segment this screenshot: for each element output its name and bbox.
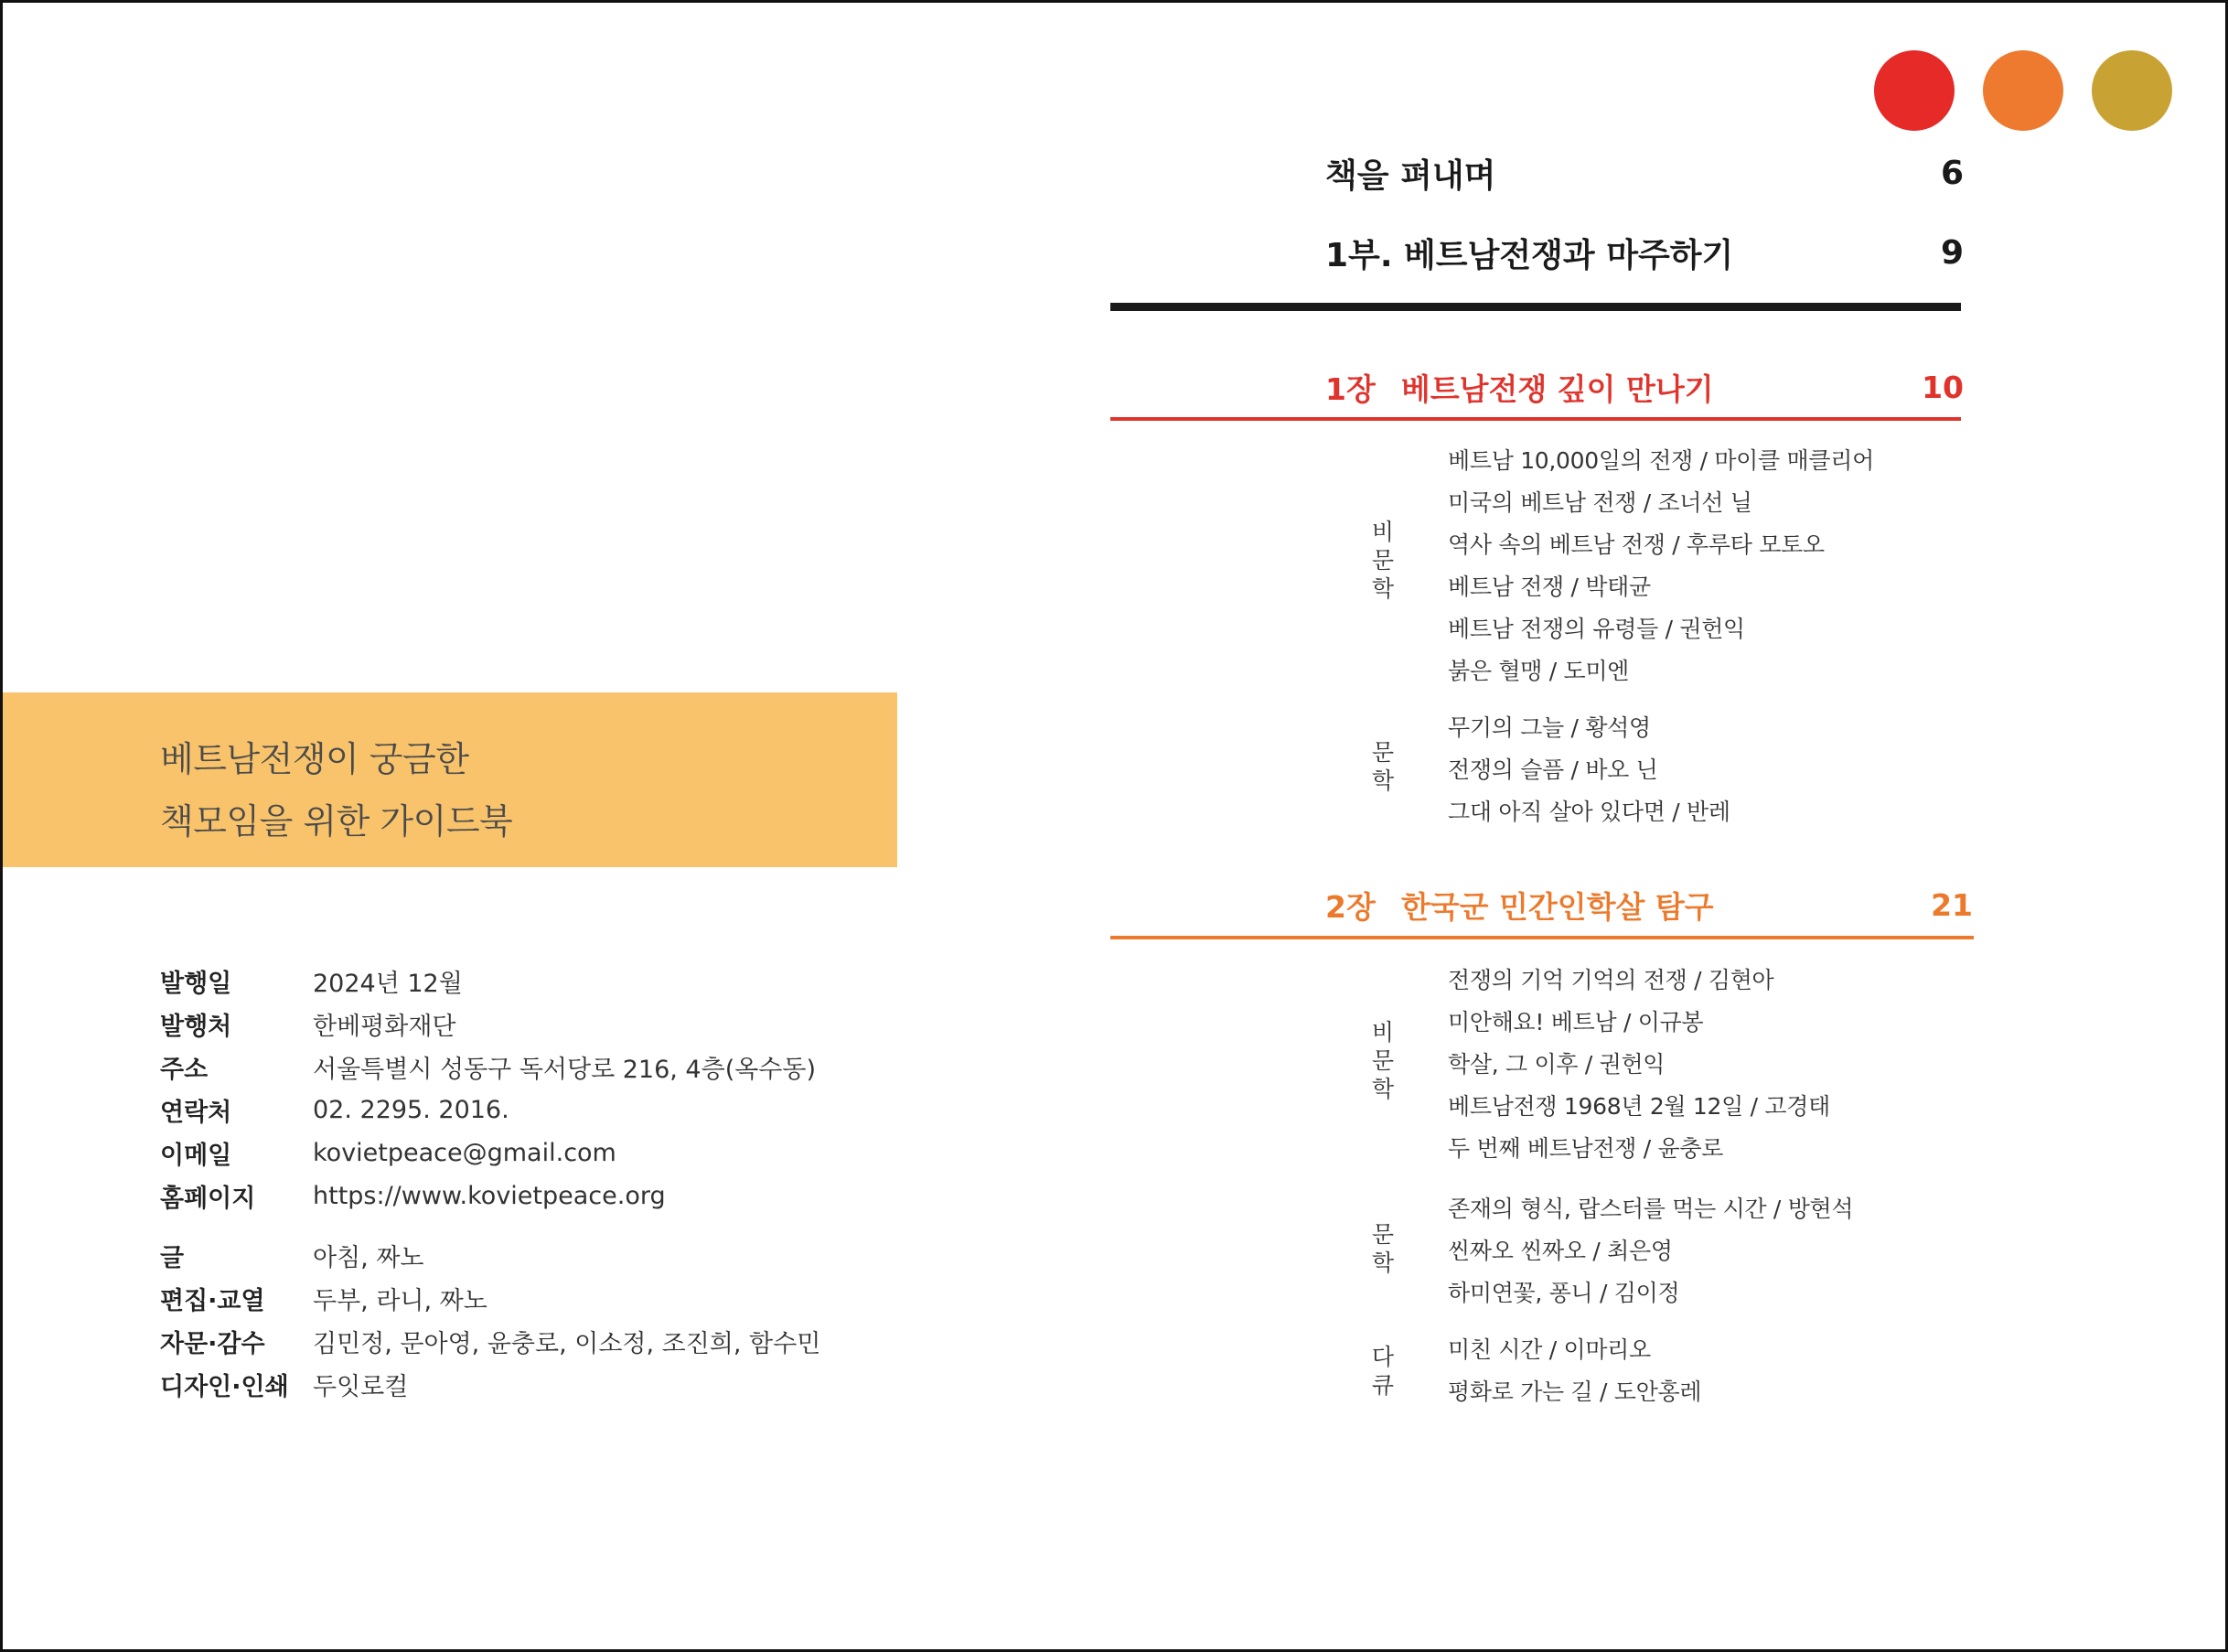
colophon-label: 발행처 — [160, 1012, 232, 1041]
toc-entry-page: 9 — [1940, 234, 1964, 272]
category-char: 큐 — [1371, 1372, 1395, 1399]
category-char: 학 — [1371, 767, 1395, 794]
category-char: 문 — [1371, 1047, 1395, 1074]
toc-entry-title: 1부. 베트남전쟁과 마주하기 — [1325, 237, 1734, 274]
category-char: 문 — [1371, 547, 1395, 574]
colophon-row-advisors — [160, 1323, 820, 1359]
colophon-row-email — [160, 1134, 616, 1171]
book-entry: 하미연꽃, 퐁니 / 김이정 — [1448, 1280, 1680, 1306]
category-char: 문 — [1371, 1221, 1395, 1248]
category-label-fiction — [1368, 738, 1398, 795]
colophon-value: 서울특별시 성동구 독서당로 216, 4층(옥수동) — [313, 1055, 817, 1084]
toc-entry-page: 6 — [1940, 155, 1964, 192]
category-label-nonfiction — [1368, 518, 1398, 603]
colophon-value: 김민정, 문아영, 윤충로, 이소정, 조진희, 함수민 — [313, 1329, 821, 1358]
book-entry: 역사 속의 베트남 전쟁 / 후루타 모토오 — [1448, 531, 1825, 558]
colophon-value: 두부, 라니, 짜노 — [313, 1286, 487, 1315]
colophon-value: 2024년 12월 — [313, 969, 463, 998]
chapter-page: 10 — [1922, 370, 1964, 405]
colophon-row-publisher — [160, 1005, 456, 1042]
chapter-number: 1장 — [1325, 371, 1376, 407]
chapter-title: 한국군 민간인학살 탐구 — [1400, 889, 1714, 925]
colophon-row-editing — [160, 1280, 487, 1316]
book-entry: 전쟁의 기억 기억의 전쟁 / 김현아 — [1448, 967, 1774, 993]
red-dot-icon — [1874, 50, 1955, 131]
chapter-number: 2장 — [1325, 889, 1376, 925]
book-entry: 그대 아직 살아 있다면 / 반레 — [1448, 799, 1730, 825]
colophon-label: 이메일 — [160, 1141, 232, 1170]
category-char: 학 — [1371, 1250, 1395, 1276]
book-entry: 베트남 10,000일의 전쟁 / 마이클 매클리어 — [1448, 447, 1874, 474]
book-entry: 두 번째 베트남전쟁 / 윤충로 — [1448, 1135, 1724, 1162]
book-entry: 학살, 그 이후 / 권헌익 — [1448, 1051, 1666, 1078]
book-entry: 씬짜오 씬짜오 / 최은영 — [1448, 1238, 1673, 1264]
book-entry: 미국의 베트남 전쟁 / 조너선 닐 — [1448, 489, 1752, 516]
book-entry: 전쟁의 슬픔 / 바오 닌 — [1448, 756, 1658, 783]
category-char: 학 — [1371, 1076, 1395, 1102]
category-char: 비 — [1371, 1019, 1395, 1046]
guidebook-title-line-1: 베트남전쟁이 궁금한 — [160, 739, 469, 779]
book-entry: 존재의 형식, 랍스터를 먹는 시간 / 방현석 — [1448, 1196, 1854, 1222]
chapter-2-rule — [1110, 936, 1974, 939]
category-label-fiction — [1368, 1220, 1398, 1277]
colophon-row-writer — [160, 1237, 424, 1273]
book-entry: 베트남 전쟁의 유령들 / 권헌익 — [1448, 616, 1745, 642]
gold-dot-icon — [2092, 50, 2172, 131]
toc-entry-part-1 — [1325, 230, 1964, 276]
category-char: 학 — [1371, 575, 1395, 602]
colophon-value: 02. 2295. 2016. — [313, 1095, 509, 1124]
colophon-row-design — [160, 1366, 408, 1402]
chapter-page: 21 — [1931, 887, 1973, 923]
book-entry: 무기의 그늘 / 황석영 — [1448, 714, 1651, 741]
book-entry: 붉은 혈맹 / 도미엔 — [1448, 658, 1630, 684]
book-entry: 미안해요! 베트남 / 이규봉 — [1448, 1009, 1704, 1035]
chapter-1-rule — [1110, 417, 1961, 421]
category-char: 다 — [1371, 1344, 1395, 1370]
chapter-2-heading — [1325, 884, 1973, 927]
colophon-row-address — [160, 1048, 816, 1085]
colophon-value: 두잇로컬 — [313, 1372, 409, 1401]
colophon-label: 홈페이지 — [160, 1184, 256, 1213]
colophon-label: 연락처 — [160, 1098, 232, 1127]
category-char: 문 — [1371, 739, 1395, 766]
toc-entry-title: 책을 펴내며 — [1325, 157, 1496, 195]
category-label-nonfiction — [1368, 1018, 1398, 1103]
colophon-value: 한베평화재단 — [313, 1012, 456, 1041]
book-entry: 베트남전쟁 1968년 2월 12일 / 고경태 — [1448, 1093, 1830, 1120]
colophon-row-date — [160, 962, 463, 999]
guidebook-title-line-2: 책모임을 위한 가이드북 — [160, 801, 513, 842]
colophon-value: kovietpeace@gmail.com — [313, 1138, 616, 1167]
colophon-label: 편집·교열 — [160, 1286, 265, 1315]
guidebook-title-band — [3, 692, 897, 867]
colophon-value: https://www.kovietpeace.org — [313, 1181, 666, 1210]
colophon-label: 발행일 — [160, 969, 232, 998]
colophon-label: 디자인·인쇄 — [160, 1372, 289, 1401]
colophon-label: 주소 — [160, 1055, 209, 1084]
decorative-dots — [1874, 50, 2172, 133]
category-char: 비 — [1371, 519, 1395, 545]
category-label-documentary — [1368, 1343, 1398, 1400]
toc-entry-preface — [1325, 150, 1964, 197]
book-entry: 평화로 가는 길 / 도안홍레 — [1448, 1378, 1702, 1405]
colophon-label: 글 — [160, 1243, 185, 1272]
book-entry: 미친 시간 / 이마리오 — [1448, 1336, 1651, 1363]
colophon-value: 아침, 짜노 — [313, 1243, 424, 1272]
colophon-label: 자문·감수 — [160, 1329, 265, 1358]
orange-dot-icon — [1983, 50, 2063, 131]
colophon-row-phone — [160, 1091, 509, 1128]
chapter-title: 베트남전쟁 깊이 만나기 — [1400, 371, 1714, 407]
book-entry: 베트남 전쟁 / 박태균 — [1448, 574, 1651, 600]
colophon-row-homepage — [160, 1177, 666, 1214]
part-divider — [1110, 303, 1961, 311]
chapter-1-heading — [1325, 366, 1964, 409]
